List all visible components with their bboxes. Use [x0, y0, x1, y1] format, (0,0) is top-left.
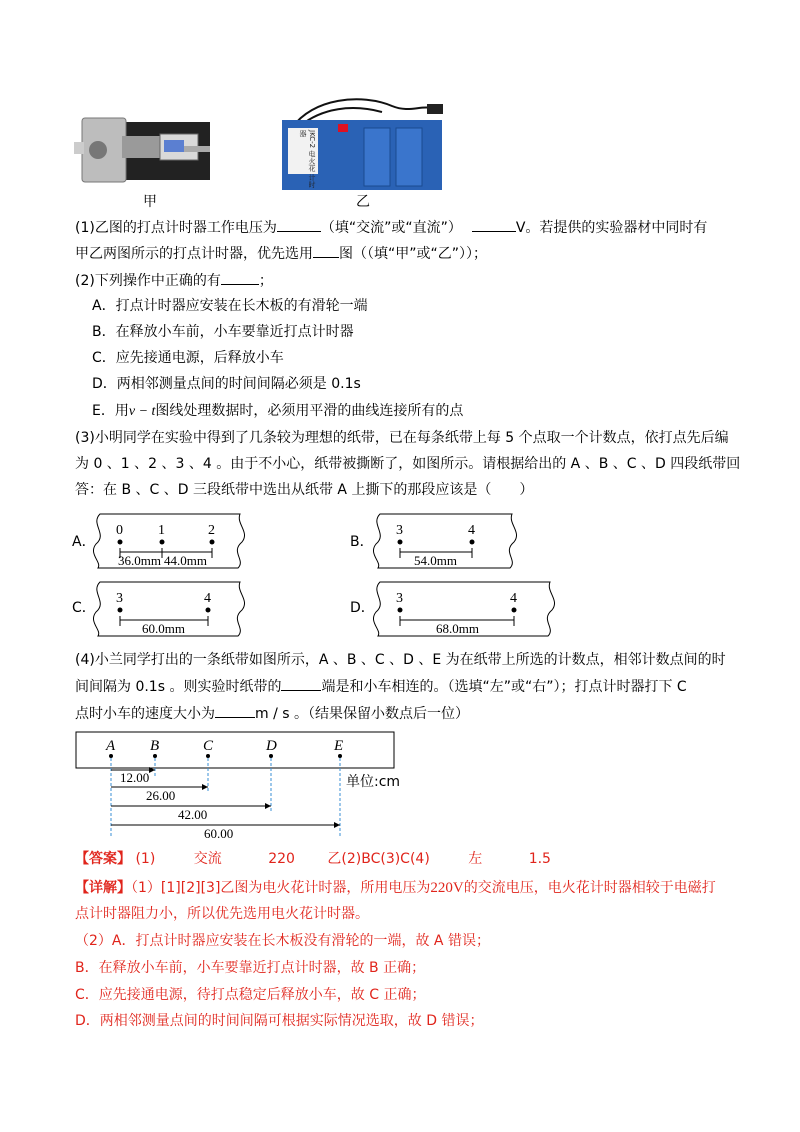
detail-line2: 点计时器阻力小，所以优先选用电火花计时器。 — [75, 906, 369, 922]
q2-option-a: A．打点计时器应安装在长木板的有滑轮一端 — [92, 298, 368, 314]
answer-part-1: (1) — [135, 851, 156, 867]
q2-stem-text: (2)下列操作中正确的有 — [75, 273, 221, 289]
answer-part-5: 左 — [468, 851, 483, 867]
tape-a-label-2: 2 — [208, 523, 215, 538]
tape-c-dim: 60.0mm — [142, 621, 185, 636]
q4-line2 — [75, 676, 687, 697]
tape-d — [370, 578, 560, 640]
q4-label-d: D — [266, 738, 277, 754]
q4-point-a — [109, 754, 113, 758]
caption-yi: 乙 — [356, 194, 370, 210]
tape-c-label-4: 4 — [204, 591, 211, 606]
tape-c-point-4 — [206, 608, 211, 613]
tape-a-label-0: 0 — [116, 523, 123, 538]
q4-dim-ad: 42.00 — [178, 807, 208, 822]
tape-d-point-3 — [398, 608, 403, 613]
detail-label: 【详解】 — [75, 880, 131, 896]
detail-line6: D．两相邻测量点间的时间间隔可根据实际情况选取，故 D 错误； — [75, 1013, 484, 1029]
device-label — [290, 130, 316, 190]
q1-text-c: V。若提供的实验器材中同时有 — [515, 220, 708, 236]
photo-yi — [272, 98, 452, 190]
answer-part-2: 交流 — [193, 851, 222, 867]
device-name-text: 电火花 — [308, 150, 316, 172]
tape-b-label: B． — [350, 534, 374, 550]
detail-line3: （2）A．打点计时器应安装在长木板没有滑轮的一端，故 A 错误； — [75, 933, 490, 949]
q2-option-d: D．两相邻测量点间的时间间隔必须是 0.1s — [92, 376, 361, 392]
q2-option-e-formula: v − t — [128, 404, 156, 419]
q4-line1: (4)小兰同学打出的一条纸带如图所示，A 、B 、C 、D 、E 为在纸带上所选的计数点，相邻计数点间的时 — [75, 652, 726, 668]
detail-voltage: 220V — [430, 880, 464, 896]
q2-option-e-text-b: 图线处理数据时，必须用平滑的曲线连接所有的点 — [155, 403, 464, 419]
q4-label-e: E — [334, 738, 344, 754]
tape-d-label-3: 3 — [396, 591, 403, 606]
q2-stem-end: ； — [258, 273, 273, 289]
tape-b-label-3: 3 — [396, 523, 403, 538]
tape-a-dim-1: 44.0mm — [164, 553, 207, 568]
q1-blank-3[interactable] — [313, 243, 339, 258]
tape-d-label: D． — [350, 600, 375, 616]
q3-line2: 为 0 、1 、2 、3 、4 。由于不小心，纸带被撕断了，如图所示。请根据给出的 A 、B 、C 、D 四段纸带回 — [75, 456, 741, 472]
q1-text-a: (1)乙图的打点计时器工作电压为 — [75, 220, 277, 236]
tape-a-label-1: 1 — [158, 523, 165, 538]
tape-d-dim: 68.0mm — [436, 621, 479, 636]
q1-text-e: 图（（填“甲”或“乙”））； — [339, 246, 488, 262]
q4-blank-1[interactable] — [281, 676, 321, 691]
q2-option-e-text-a: E．用 — [92, 403, 129, 419]
q2-option-e — [92, 401, 463, 422]
tape-a-dim-0: 36.0mm — [118, 553, 161, 568]
q4-blank-2[interactable] — [215, 703, 255, 718]
tape-b — [370, 510, 522, 572]
tape-b-point-3 — [398, 540, 403, 545]
q4-line3 — [75, 703, 469, 724]
tape-b-dim: 54.0mm — [414, 553, 457, 568]
q4-label-c: C — [203, 738, 214, 754]
q2-blank[interactable] — [221, 270, 259, 285]
answer-part-6: 1.5 — [528, 851, 551, 867]
q2-stem — [75, 270, 273, 291]
answer-part-3: 220 — [268, 851, 295, 867]
device-name-text-2: 计时器 — [299, 130, 316, 188]
tape-a-point-2 — [210, 540, 215, 545]
photo-jia — [74, 112, 214, 190]
q4-dim-ab: 12.00 — [120, 770, 150, 785]
q1-text-b: （填“交流”或“直流”） — [320, 220, 462, 236]
answer-line — [75, 849, 551, 869]
tape-a-label: A． — [72, 534, 96, 550]
answer-label: 【答案】 — [75, 851, 131, 867]
tape-c-label: C． — [72, 600, 96, 616]
tape-b-label-4: 4 — [468, 523, 475, 538]
answer-part-4: 乙(2)BC(3)C(4) — [327, 851, 430, 867]
tape-c-label-3: 3 — [116, 591, 123, 606]
q4-dim-ac: 26.00 — [146, 788, 176, 803]
detail-line1 — [75, 878, 716, 898]
q3-line3: 答：在 B 、C 、D 三段纸带中选出从纸带 A 上撕下的那段应该是（ ） — [75, 482, 534, 498]
detail-line5: C．应先接通电源，待打点稳定后释放小车，故 C 正确； — [75, 987, 426, 1003]
tape-a-point-1 — [160, 540, 165, 545]
q4-point-c — [206, 754, 210, 758]
q4-point-e — [338, 754, 342, 758]
q4-label-a: A — [106, 738, 116, 754]
q4-text-a: 间间隔为 0.1s 。则实验时纸带的 — [75, 679, 282, 695]
detail-text-1a: （1）[1][2][3]乙图为电火花计时器，所用电压为 — [131, 880, 431, 896]
q1-line1 — [75, 217, 707, 238]
q4-text-d: m / s 。（结果保留小数点后一位） — [255, 706, 469, 722]
tape-c-point-3 — [118, 608, 123, 613]
q4-label-b: B — [150, 738, 160, 754]
q4-point-b — [153, 754, 157, 758]
q4-unit: 单位:cm — [346, 774, 401, 790]
q4-text-c: 点时小车的速度大小为 — [75, 706, 215, 722]
q4-point-d — [269, 754, 273, 758]
q4-dim-ae: 60.00 — [204, 826, 234, 840]
q1-line2 — [75, 243, 487, 264]
tape-b-point-4 — [470, 540, 475, 545]
q1-blank-1[interactable] — [277, 217, 321, 232]
q4-text-b: 端是和小车相连的。（选填“左”或“右”）；打点计时器打下 C — [321, 679, 687, 695]
q2-option-c: C．应先接通电源，后释放小车 — [92, 350, 284, 366]
caption-jia: 甲 — [143, 194, 157, 210]
tape-a — [90, 510, 250, 572]
tape-a-point-0 — [118, 540, 123, 545]
tape-c — [90, 578, 250, 640]
q3-line1: (3)小明同学在实验中得到了几条较为理想的纸带，已在每条纸带上每 5 个点取一个计数点，依打点先后编 — [75, 430, 729, 446]
q1-text-d: 甲乙两图所示的打点计时器，优先选用 — [75, 246, 313, 262]
tape-d-label-4: 4 — [510, 591, 517, 606]
device-model-text: JKC-2 — [308, 130, 316, 149]
detail-text-1b: 的交流电压，电火花计时器相较于电磁打 — [463, 880, 716, 896]
detail-line4: B．在释放小车前，小车要靠近打点计时器，故 B 正确； — [75, 960, 426, 976]
tape-d-point-4 — [512, 608, 517, 613]
q1-blank-2[interactable] — [472, 217, 516, 232]
q2-option-b: B．在释放小车前，小车要靠近打点计时器 — [92, 324, 354, 340]
